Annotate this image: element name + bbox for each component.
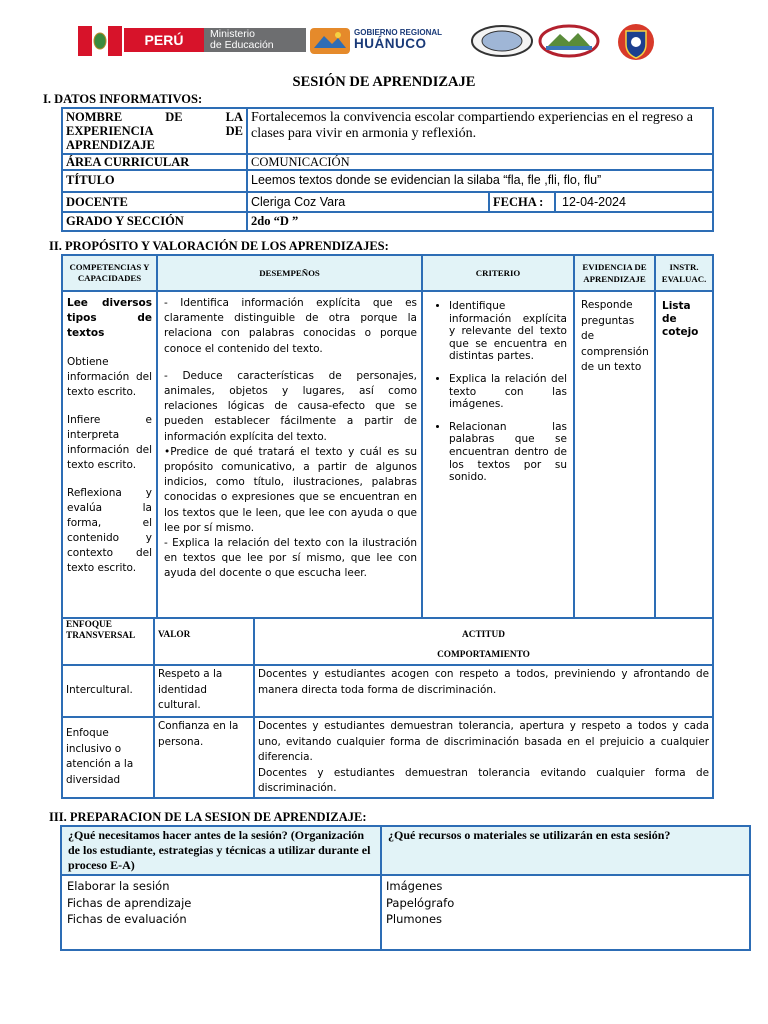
before-session-list bbox=[61, 875, 381, 950]
enfoque-comportamiento: Docentes y estudiantes demuestran tolerancia, apertura y respeto a todos y cada uno, evitando cualquier forma de discriminación basada en el prejuicio a cualquier diferencia. bbox=[258, 720, 709, 763]
proposito-table bbox=[61, 254, 714, 619]
desempeno-item: - Identifica información explícita que es claramente distinguible de otra porque la relaciona con palabras conocidas o porque conoce el contenido del texto. bbox=[164, 297, 417, 355]
section3-heading: III. PREPARACION DE LA SESION DE APRENDIZAJE: bbox=[49, 810, 367, 824]
desempeno-item: •Predice de qué tratará el texto y cuál es su propósito comunicativo, a partir de algunos indicios, como título, ilustraciones, palabras conocidas o expresiones que se encuentran en los textos que le leen, que lee con ayuda o que lee por sí mismo. bbox=[164, 445, 417, 534]
preparacion-table bbox=[60, 825, 751, 951]
question-resources: ¿Qué recursos o materiales se utilizarán en esta sesión? bbox=[381, 826, 750, 875]
criterio-item: • Identifique información explícita y relevante del texto que se encuentra en distintas partes. bbox=[449, 300, 567, 363]
peru-coat-of-arms-logo bbox=[78, 26, 122, 56]
grado-value: 2do “D ” bbox=[247, 212, 713, 231]
enfoque-name: Intercultural. bbox=[62, 665, 154, 717]
header-competencias: COMPETENCIAS Y CAPACIDADES bbox=[62, 255, 157, 291]
desempeno-item: - Explica la relación del texto con la ilustración en textos que lee por sí mismo, que lee con ayuda del docente o que escucha leer. bbox=[164, 537, 417, 580]
capacidad-item: Infiere e interpreta información del texto escrito. bbox=[67, 414, 152, 471]
list-item: Elaborar la sesión bbox=[67, 879, 170, 893]
competencias-cell bbox=[62, 291, 157, 618]
area-label: ÁREA CURRICULAR bbox=[62, 154, 247, 170]
datos-informativos-table bbox=[61, 107, 714, 232]
header-evidencia: EVIDENCIA DE APRENDIZAJE bbox=[574, 255, 655, 291]
school-seal-logo bbox=[538, 24, 600, 58]
desempenos-cell bbox=[157, 291, 422, 618]
minedu-logo bbox=[204, 28, 306, 52]
fecha-label: FECHA : bbox=[489, 192, 555, 212]
criterio-item: • Relacionan las palabras que se encuentran dentro de los textos por su sonido. bbox=[449, 421, 567, 484]
enfoque-comportamiento: Docentes y estudiantes acogen con respeto a todos, previniendo y afrontando de manera directa toda forma de discriminación. bbox=[254, 665, 713, 717]
peru-logo: PERÚ bbox=[124, 28, 204, 52]
minedu-line1: Ministerio bbox=[210, 28, 255, 40]
titulo-label: TÍTULO bbox=[62, 170, 247, 192]
list-item: Papelógrafo bbox=[386, 895, 455, 910]
gobierno-regional-icon bbox=[310, 28, 350, 54]
header-actitud: ACTITUD bbox=[462, 630, 505, 640]
enfoque-comportamiento: Docentes y estudiantes demuestran tolerancia evitando cualquier forma de discriminación. bbox=[258, 766, 709, 794]
docente-label: DOCENTE bbox=[62, 192, 247, 212]
nombre-value: Fortalecemos la convivencia escolar compartiendo experiencias en el regreso a clases para vivir en armonia y reflexión. bbox=[247, 108, 713, 154]
gob-line1: GOBIERNO REGIONAL bbox=[354, 28, 443, 37]
header-criterio: CRITERIO bbox=[422, 255, 574, 291]
evidencia-cell: Responde preguntas de comprensión de un texto bbox=[574, 291, 655, 618]
list-item: Imágenes bbox=[386, 879, 443, 893]
minedu-line2: de Educación bbox=[210, 39, 274, 51]
capacidad-item: Obtiene información del texto escrito. bbox=[67, 356, 152, 398]
enfoque-name: Enfoque inclusivo o atención a la diversidad bbox=[62, 717, 154, 798]
docente-value: Cleriga Coz Vara bbox=[247, 192, 489, 212]
gobierno-regional-logo bbox=[310, 24, 470, 56]
competencia-title: Lee diversos tipos de textos bbox=[67, 297, 152, 339]
header-valor: VALOR bbox=[154, 618, 254, 665]
header-enfoque: ENFOQUE TRANSVERSAL bbox=[62, 618, 154, 665]
gob-line2: HUÁNUCO bbox=[354, 36, 427, 51]
section1-heading: I. DATOS INFORMATIVOS: bbox=[43, 92, 203, 106]
nombre-label: NOMBRE DE LA EXPERIENCIA DE APRENDIZAJE bbox=[62, 108, 247, 154]
section2-heading: II. PROPÓSITO Y VALORACIÓN DE LOS APRENDIZAJES: bbox=[49, 239, 389, 253]
criterio-item: • Explica la relación del texto con las imágenes. bbox=[449, 373, 567, 411]
resources-list bbox=[381, 875, 750, 950]
header-instrumento: INSTR. EVALUAC. bbox=[655, 255, 713, 291]
header-desempenos: DESEMPEÑOS bbox=[157, 255, 422, 291]
shield-emblem-logo bbox=[616, 22, 656, 62]
enfoque-valor: Respeto a la identidad cultural. bbox=[154, 665, 254, 717]
list-item: Fichas de aprendizaje bbox=[67, 895, 192, 910]
header-actitud-cell bbox=[254, 618, 713, 665]
header-comportamiento: COMPORTAMIENTO bbox=[437, 650, 530, 660]
question-before-session: ¿Qué necesitamos hacer antes de la sesión? (Organización de los estudiante, estrategias y técnicas a utilizar durante el proceso E-A) bbox=[61, 826, 381, 875]
instrumento-cell: Lista de cotejo bbox=[655, 291, 713, 618]
enfoque-comportamiento-cell bbox=[254, 717, 713, 798]
list-item: Plumones bbox=[386, 912, 443, 926]
enfoque-valor: Confianza en la persona. bbox=[154, 717, 254, 798]
desempeno-item: - Deduce características de personajes, animales, objetos y lugares, así como relaciones lógicas de causa-efecto que se pueden establecer fácilmente a partir de información explícita del texto. bbox=[164, 369, 417, 443]
list-item: Fichas de evaluación bbox=[67, 912, 187, 926]
titulo-value: Leemos textos donde se evidencian la silaba “fla, fle ,fli, flo, flu” bbox=[247, 170, 713, 192]
enfoques-table bbox=[61, 617, 714, 799]
criterio-cell bbox=[422, 291, 574, 618]
ugel-seal-logo bbox=[470, 24, 534, 58]
capacidad-item: Reflexiona y evalúa la forma, el contenido y contexto del texto escrito. bbox=[67, 487, 152, 574]
page-title: SESIÓN DE APRENDIZAJE bbox=[292, 74, 476, 90]
fecha-value: 12-04-2024 bbox=[555, 192, 713, 212]
area-value: COMUNICACIÓN bbox=[247, 154, 713, 170]
logo-strip bbox=[72, 22, 712, 62]
grado-label: GRADO Y SECCIÓN bbox=[62, 212, 247, 231]
